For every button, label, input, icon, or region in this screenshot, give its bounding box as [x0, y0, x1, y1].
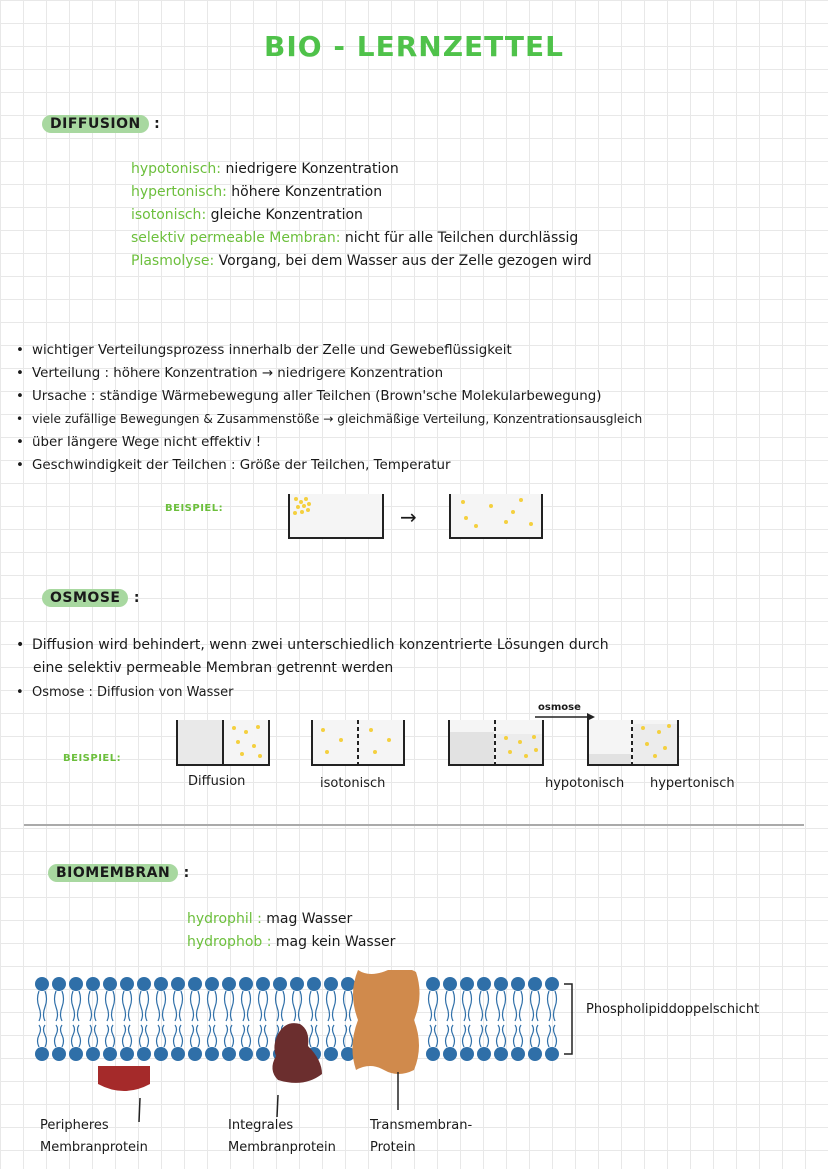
osmose-bullets-2	[16, 681, 233, 704]
lipid-tail	[163, 1025, 166, 1047]
bullet-item: • über längere Wege nicht effektiv !	[16, 431, 642, 454]
definition-term: selektiv permeable Membran	[131, 230, 336, 246]
lipid-head	[103, 977, 117, 991]
lipid-tail	[537, 991, 540, 1021]
lipid-tail	[180, 1025, 183, 1047]
bullet-item: • Osmose : Diffusion von Wasser	[16, 681, 233, 704]
transmembrane-protein-shape	[352, 970, 419, 1074]
definition-sep: :	[222, 184, 227, 200]
lipid-head	[222, 1047, 236, 1061]
lipid-tail	[327, 1025, 330, 1047]
lipid-head	[205, 1047, 219, 1061]
diffusion-arrow: →	[400, 505, 417, 529]
lipid-tail	[463, 1025, 466, 1047]
membrane-bracket	[562, 983, 576, 1055]
lipid-tail	[537, 1025, 540, 1047]
lipid-head	[205, 977, 219, 991]
lipid-tail	[486, 1025, 489, 1047]
lipid-tail	[61, 991, 64, 1021]
definition-sep: :	[257, 911, 262, 927]
pointer-transmembrane	[393, 1072, 403, 1112]
lipid-tail	[197, 1025, 200, 1047]
lipid-head	[188, 977, 202, 991]
lipid-head	[69, 977, 83, 991]
lipid-tail	[265, 991, 268, 1021]
diffusion-tank-after	[449, 494, 543, 539]
label-line: Transmembran-	[370, 1118, 473, 1133]
lipid-tail	[316, 991, 319, 1021]
tank-isotonisch-drawing	[313, 720, 403, 764]
definition-term: hydrophil	[187, 911, 253, 927]
lipid-tail	[38, 1025, 41, 1047]
lipid-head	[120, 1047, 134, 1061]
lipid-tail	[129, 1025, 132, 1047]
lipid-tail	[191, 1025, 194, 1047]
lipid-tail	[299, 991, 302, 1021]
lipid-tail	[333, 991, 336, 1021]
peripheral-protein-shape	[98, 1066, 150, 1091]
bullet-item: • wichtiger Verteilungsprozess innerhalb der Zelle und Gewebeflüssigkeit	[16, 339, 642, 362]
lipid-head	[460, 1047, 474, 1061]
lipid-head	[35, 1047, 49, 1061]
label-line: Membranprotein	[228, 1140, 336, 1155]
lipid-tail	[344, 1025, 347, 1047]
lipid-tail	[140, 1025, 143, 1047]
osmose-arrow-label: osmose	[538, 702, 581, 713]
lipid-head	[443, 977, 457, 991]
lipid-head	[528, 977, 542, 991]
lipid-tail	[157, 1025, 160, 1047]
lipid-head	[494, 1047, 508, 1061]
definition-row	[131, 158, 592, 181]
lipid-head	[256, 977, 270, 991]
lipid-head	[256, 1047, 270, 1061]
definition-row	[187, 908, 395, 931]
lipid-tail	[531, 1025, 534, 1047]
lipid-head	[154, 1047, 168, 1061]
lipid-head	[35, 977, 49, 991]
lipid-tail	[435, 1025, 438, 1047]
label-integral-protein	[228, 1115, 336, 1159]
definition-sep: :	[266, 934, 272, 950]
lipid-tail	[497, 991, 500, 1021]
lipid-tail	[242, 991, 245, 1021]
lipid-head	[494, 977, 508, 991]
tank-diffusion-drawing	[178, 720, 268, 764]
lipid-head	[171, 977, 185, 991]
lipid-tail	[225, 991, 228, 1021]
diffusion-definitions	[131, 158, 592, 273]
lipid-head	[511, 977, 525, 991]
lipid-tail	[242, 1025, 245, 1047]
label-hypertonisch: hypertonisch	[650, 776, 735, 791]
definition-row	[187, 931, 395, 954]
bullet-item: • Geschwindigkeit der Teilchen : Größe der Teilchen, Temperatur	[16, 454, 642, 477]
osmose-example-label: BEISPIEL:	[63, 753, 122, 764]
diffusion-bullets	[16, 339, 642, 477]
lipid-tail	[293, 991, 296, 1021]
lipid-tail	[95, 991, 98, 1021]
tank-after-drawing	[589, 720, 677, 764]
lipid-tail	[276, 991, 279, 1021]
lipid-tail	[78, 1025, 81, 1047]
lipid-head	[307, 977, 321, 991]
lipid-head	[426, 1047, 440, 1061]
lipid-tail	[72, 991, 75, 1021]
biomembran-heading	[48, 865, 190, 881]
lipid-tail	[106, 991, 109, 1021]
lipid-head	[290, 977, 304, 991]
lipid-head	[324, 1047, 338, 1061]
osmose-bullet-continuation: eine selektiv permeable Membran getrennt werden	[33, 660, 394, 676]
particles-clustered	[290, 494, 382, 537]
lipid-head	[188, 1047, 202, 1061]
lipid-tail	[174, 991, 177, 1021]
definition-text: höhere Konzentration	[231, 184, 383, 200]
osmose-tank-diffusion	[176, 720, 270, 766]
osmose-heading-colon: :	[133, 590, 140, 606]
diffusion-heading	[42, 116, 160, 132]
lipid-tail	[503, 991, 506, 1021]
lipid-tail	[452, 1025, 455, 1047]
lipid-head	[69, 1047, 83, 1061]
lipid-tail	[520, 991, 523, 1021]
definition-text: Vorgang, bei dem Wasser aus der Zelle gezogen wird	[218, 253, 592, 269]
section-divider	[24, 824, 804, 826]
lipid-head	[443, 1047, 457, 1061]
bullet-item: • Diffusion wird behindert, wenn zwei unterschiedlich konzentrierte Lösungen durch	[16, 634, 609, 657]
label-peripheral-protein	[40, 1115, 148, 1159]
lipid-tail	[480, 1025, 483, 1047]
lipid-head	[273, 977, 287, 991]
lipid-tail	[514, 991, 517, 1021]
biomembran-heading-colon: :	[183, 865, 190, 881]
lipid-tail	[55, 1025, 58, 1047]
lipid-head	[545, 1047, 559, 1061]
bullet-item: • viele zufällige Bewegungen & Zusammenstöße → gleichmäßige Verteilung, Konzentrationsausgleich	[16, 408, 642, 431]
osmose-tank-after	[587, 720, 679, 766]
definition-sep: :	[209, 253, 215, 269]
lipid-tail	[344, 991, 347, 1021]
lipid-head	[545, 977, 559, 991]
lipid-tail	[350, 991, 353, 1021]
lipid-tail	[520, 1025, 523, 1047]
lipid-tail	[469, 1025, 472, 1047]
label-phospholipid-bilayer: Phospholipiddoppelschicht	[586, 1002, 760, 1017]
lipid-head	[52, 1047, 66, 1061]
definition-text: nicht für alle Teilchen durchlässig	[344, 230, 579, 246]
lipid-tail	[310, 991, 313, 1021]
lipid-tail	[112, 1025, 115, 1047]
lipid-head	[341, 977, 355, 991]
biomembran-definitions	[187, 908, 395, 954]
definition-term: Plasmolyse	[131, 253, 210, 269]
lipid-head	[477, 977, 491, 991]
definition-sep: :	[201, 207, 207, 223]
definition-term: isotonisch	[131, 207, 202, 223]
lipid-tail	[44, 1025, 47, 1047]
diffusion-tank-before	[288, 494, 384, 539]
lipid-tail	[140, 991, 143, 1021]
bullet-item: • Verteilung : höhere Konzentration → niedrigere Konzentration	[16, 362, 642, 385]
osmose-tank-isotonisch	[311, 720, 405, 766]
lipid-head	[137, 1047, 151, 1061]
label-isotonisch: isotonisch	[320, 776, 386, 791]
definition-row	[131, 250, 592, 273]
lipid-head	[239, 977, 253, 991]
lipid-head	[222, 977, 236, 991]
lipid-tail	[265, 1025, 268, 1047]
label-line: Protein	[370, 1140, 416, 1155]
lipid-tail	[548, 1025, 551, 1047]
lipid-tail	[174, 1025, 177, 1047]
definition-text: gleiche Konzentration	[210, 207, 363, 223]
lipid-head	[171, 1047, 185, 1061]
lipid-tail	[435, 991, 438, 1021]
definition-sep: :	[335, 230, 341, 246]
lipid-tail	[310, 1025, 313, 1047]
lipid-tail	[214, 991, 217, 1021]
bullet-item: • Ursache : ständige Wärmebewegung aller Teilchen (Brown'sche Molekularbewegung)	[16, 385, 642, 408]
lipid-head	[137, 977, 151, 991]
lipid-tail	[123, 991, 126, 1021]
label-line: Integrales	[228, 1118, 294, 1133]
lipid-tail	[554, 1025, 557, 1047]
lipid-tail	[333, 1025, 336, 1047]
definition-text: mag Wasser	[266, 911, 353, 927]
lipid-tail	[327, 991, 330, 1021]
diffusion-heading-text: DIFFUSION	[42, 115, 149, 133]
lipid-head	[86, 1047, 100, 1061]
lipid-tail	[548, 991, 551, 1021]
lipid-tail	[214, 1025, 217, 1047]
definition-term: hydrophob	[187, 934, 263, 950]
osmose-bullets	[16, 634, 609, 657]
definition-row	[131, 181, 592, 204]
lipid-tail	[89, 1025, 92, 1047]
lipid-tail	[146, 991, 149, 1021]
lipid-tail	[146, 1025, 149, 1047]
label-diffusion: Diffusion	[188, 774, 246, 789]
lipid-head	[52, 977, 66, 991]
lipid-head	[460, 977, 474, 991]
lipid-tail	[129, 991, 132, 1021]
lipid-tail	[208, 1025, 211, 1047]
lipid-head	[120, 977, 134, 991]
osmose-heading	[42, 590, 140, 606]
lipid-tail	[531, 991, 534, 1021]
lipid-tail	[95, 1025, 98, 1047]
label-line: Membranprotein	[40, 1140, 148, 1155]
lipid-tail	[463, 991, 466, 1021]
lipid-tail	[429, 1025, 432, 1047]
lipid-tail	[316, 1025, 319, 1047]
lipid-tail	[208, 991, 211, 1021]
lipid-tail	[123, 1025, 126, 1047]
definition-text: mag kein Wasser	[275, 934, 396, 950]
lipid-tail	[282, 991, 285, 1021]
label-transmembrane-protein	[370, 1115, 472, 1159]
definition-row	[131, 227, 592, 250]
lipid-tail	[163, 991, 166, 1021]
lipid-tail	[78, 991, 81, 1021]
lipid-tail	[225, 1025, 228, 1047]
lipid-tail	[486, 991, 489, 1021]
definition-term: hypotonisch	[131, 161, 217, 177]
lipid-tail	[514, 1025, 517, 1047]
lipid-tail	[89, 991, 92, 1021]
lipid-tail	[452, 991, 455, 1021]
lipid-tail	[497, 1025, 500, 1047]
definition-text: niedrigere Konzentration	[225, 161, 399, 177]
lipid-tail	[503, 1025, 506, 1047]
definition-term: hypertonisch	[131, 184, 223, 200]
lipid-head	[86, 977, 100, 991]
osmose-heading-text: OSMOSE	[42, 589, 128, 607]
label-hypotonisch: hypotonisch	[545, 776, 625, 791]
biomembran-heading-text: BIOMEMBRAN	[48, 864, 178, 882]
lipid-tail	[231, 991, 234, 1021]
lipid-tail	[231, 1025, 234, 1047]
lipid-head	[477, 1047, 491, 1061]
osmose-arrow-icon	[535, 713, 595, 721]
lipid-tail	[429, 991, 432, 1021]
lipid-tail	[248, 1025, 251, 1047]
lipid-tail	[72, 1025, 75, 1047]
lipid-tail	[191, 991, 194, 1021]
membrane-diagram	[30, 970, 580, 1095]
lipid-tail	[248, 991, 251, 1021]
label-line: Peripheres	[40, 1118, 109, 1133]
lipid-tail	[350, 1025, 353, 1047]
definition-row	[131, 204, 592, 227]
lipid-tail	[259, 991, 262, 1021]
definition-sep: :	[216, 161, 222, 177]
lipid-tail	[469, 991, 472, 1021]
lipid-tail	[106, 1025, 109, 1047]
lipid-tail	[55, 991, 58, 1021]
osmose-tank-before	[448, 720, 544, 766]
lipid-tail	[61, 1025, 64, 1047]
particles-distributed	[451, 494, 541, 537]
lipid-tail	[480, 991, 483, 1021]
lipid-tail	[259, 1025, 262, 1047]
lipid-tail	[446, 991, 449, 1021]
diffusion-example-label: BEISPIEL:	[165, 503, 224, 514]
lipid-tail	[180, 991, 183, 1021]
lipid-head	[154, 977, 168, 991]
lipid-tail	[44, 991, 47, 1021]
lipid-head	[324, 977, 338, 991]
page-title: BIO - LERNZETTEL	[264, 30, 564, 63]
lipid-tail	[38, 991, 41, 1021]
lipid-tail	[112, 991, 115, 1021]
lipid-head	[528, 1047, 542, 1061]
lipid-tail	[446, 1025, 449, 1047]
lipid-head	[239, 1047, 253, 1061]
lipid-tail	[197, 991, 200, 1021]
lipid-head	[426, 977, 440, 991]
lipid-head	[103, 1047, 117, 1061]
tank-before-drawing	[450, 720, 542, 764]
lipid-tail	[157, 991, 160, 1021]
lipid-head	[511, 1047, 525, 1061]
lipid-tail	[554, 991, 557, 1021]
diffusion-heading-colon: :	[154, 116, 161, 132]
